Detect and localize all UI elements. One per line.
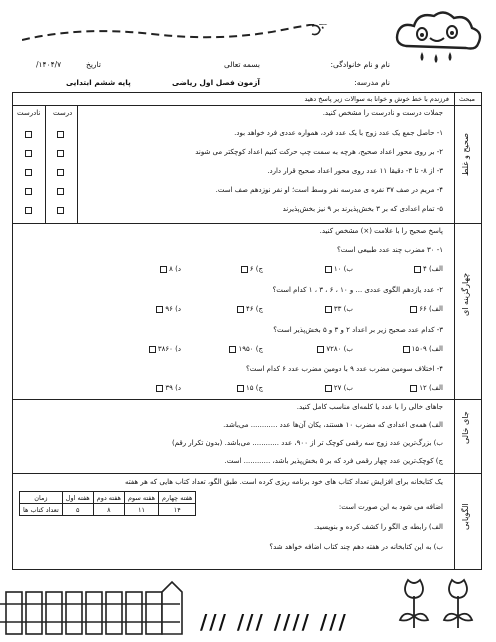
- tf-4-wrong-checkbox[interactable]: [25, 188, 32, 195]
- mc-question-3: ۳- کدام عدد صحیح زیر بر اعداد ۲ و ۳ و ۵ بخش‌پذیر است؟: [273, 326, 443, 334]
- tf-2-wrong-checkbox[interactable]: [25, 150, 32, 157]
- tf-item-5: ۵- تمام اعدادی که بر ۳ بخش‌پذیرند بر ۹ نیز بخش‌پذیرند: [282, 205, 443, 213]
- flower-icon: [400, 580, 472, 628]
- mc-1-option-c[interactable]: ج) ۶: [241, 265, 263, 273]
- school-label: نام مدرسه:: [354, 78, 390, 87]
- instructions-text: فرزندم با خط خوش و خوانا به سوالات زیر پاسخ دهید: [304, 95, 449, 103]
- tf-1-correct-checkbox[interactable]: [57, 131, 64, 138]
- books-cell: هفته سوم: [124, 492, 158, 504]
- tf-4-correct-checkbox[interactable]: [57, 188, 64, 195]
- cloud-face-icon: [392, 8, 484, 72]
- student-name-label: نام و نام خانوادگی:: [330, 60, 390, 69]
- tf-5-wrong-checkbox[interactable]: [25, 207, 32, 214]
- pattern-question-b: ب) به این کتابخانه در هفته دهم چند کتاب اضافه خواهد شد؟: [269, 543, 443, 551]
- tf-1-wrong-checkbox[interactable]: [25, 131, 32, 138]
- tf-3-wrong-checkbox[interactable]: [25, 169, 32, 176]
- books-cell: هفته اول: [62, 492, 93, 504]
- topic-header: مبحث: [458, 95, 475, 103]
- mc-question-4: ۴- اختلاف سومین مضرب عدد ۹ با دومین مضرب عدد ۶ کدام است؟: [246, 365, 443, 373]
- mc-1-option-a[interactable]: الف) ۴: [414, 265, 443, 273]
- books-cell: ۵: [62, 504, 93, 516]
- tf-col-wrong: نادرست: [17, 109, 41, 117]
- mc-question-1: ۱- ۳۰ مضرب چند عدد طبیعی است؟: [337, 246, 443, 254]
- books-cell: ۱۴: [159, 504, 196, 516]
- mc-3-option-c[interactable]: ج) ۱۹۵۰: [229, 345, 263, 353]
- mc-1-option-b[interactable]: ب) ۱۰: [325, 265, 353, 273]
- tf-5-correct-checkbox[interactable]: [57, 207, 64, 214]
- section-label-mc: چهارگزینه ای: [461, 273, 470, 317]
- tf-2-correct-checkbox[interactable]: [57, 150, 64, 157]
- tf-item-2: ۲- بر روی محور اعداد صحیح، هرچه به سمت چپ حرکت کنیم اعداد کوچکتر می شوند: [195, 148, 443, 156]
- tf-col-correct: درست: [53, 109, 73, 117]
- section-label-fill: جای خالی: [461, 411, 470, 444]
- bismillah-text: بسمه تعالی: [223, 60, 260, 69]
- books-cell: هفته چهارم: [159, 492, 196, 504]
- mc-3-option-a[interactable]: الف) ۱۵۰۹: [403, 345, 443, 353]
- pattern-intro-2: اضافه می شود به این صورت است:: [338, 503, 443, 511]
- mc-4-option-a[interactable]: الف) ۱۲: [410, 384, 443, 392]
- fill-title: جاهای خالی را با عدد یا کلمه‌ای مناسب کامل کنید.: [296, 403, 443, 411]
- exam-title: آزمون فصل اول ریاضی: [172, 78, 260, 87]
- mc-2-option-a[interactable]: الف) ۶۶: [410, 305, 443, 313]
- books-cell: ۸: [93, 504, 124, 516]
- mc-3-option-d[interactable]: د) ۳۸۶۰: [149, 345, 181, 353]
- mc-2-option-b[interactable]: ب) ۳۳: [325, 305, 353, 313]
- tf-item-1: ۱- حاصل جمع یک عدد زوج با یک عدد فرد، همواره عددی فرد خواهد بود.: [234, 129, 443, 137]
- tf-3-correct-checkbox[interactable]: [57, 169, 64, 176]
- date-value: ۱۴۰۴/۷/: [36, 60, 62, 69]
- exam-table: [12, 92, 482, 570]
- books-table: [19, 491, 196, 516]
- fill-item-a: الف) همه‌ی اعدادی که مضرب ۱۰ هستند، یکان آن‌ها عدد ............ می‌باشد.: [223, 421, 443, 429]
- fill-item-c: ج) کوچک‌ترین عدد چهار رقمی فرد که بر ۵ بخش‌پذیر باشد، ............ است.: [224, 457, 443, 465]
- mc-4-option-d[interactable]: د) ۳۹: [156, 384, 181, 392]
- mc-4-option-c[interactable]: ج) ۱۵: [237, 384, 263, 392]
- books-cell: هفته دوم: [93, 492, 124, 504]
- mc-3-option-b[interactable]: ب) ۷۲۸۰: [317, 345, 353, 353]
- grade-label: پایه ششم ابتدایی: [66, 78, 131, 87]
- mc-title: پاسخ صحیح را با علامت (×) مشخص کنید.: [319, 227, 443, 235]
- mc-1-option-d[interactable]: د) ۸: [160, 265, 181, 273]
- tf-title: جملات درست و نادرست را مشخص کنید.: [322, 109, 443, 117]
- section-label-tf: صحیح و غلط: [461, 133, 470, 176]
- pattern-question-a: الف) رابطه ی الگو را کشف کرده و بنویسید.: [313, 523, 443, 531]
- books-cell: ۱۱: [124, 504, 158, 516]
- pattern-intro-1: یک کتابخانه برای افزایش تعداد کتاب های خود برنامه ریزی کرده است. طبق الگو، تعداد کتاب هایی که هر هفته: [124, 478, 443, 486]
- date-label: تاریخ: [86, 60, 101, 69]
- tf-item-4: ۴- مریم در صف ۳۷ نفره ی مدرسه نفر وسط است؛ او نفر نوزدهم صف است.: [215, 186, 443, 194]
- books-table-row: [20, 492, 196, 504]
- fence-icon: [0, 582, 182, 634]
- fill-item-b: ب) بزرگ‌ترین عدد زوج سه رقمی کوچک تر از ۹۰۰، عدد ............ می‌باشد. (بدون تکرار رقم): [171, 439, 443, 447]
- mc-4-option-b[interactable]: ب) ۲۷: [325, 384, 353, 392]
- tf-item-3: ۳- از ۸- تا ۳- دقیقا ۱۱ عدد روی محور اعداد صحیح قرار دارد.: [267, 167, 443, 175]
- section-label-pattern: الگویابی: [461, 503, 470, 530]
- books-table-row: [20, 504, 196, 516]
- mc-2-option-d[interactable]: د) ۹۶: [156, 305, 181, 313]
- mc-question-2: ۲- عدد یازدهم الگوی عددی ... و ۱۰ ، ۶ ، ۳ ، ۱ کدام است؟: [272, 286, 443, 294]
- books-cell: زمان: [20, 492, 63, 504]
- dashed-border-decoration: [22, 24, 402, 44]
- tally-marks: /// /// //// ///: [200, 610, 348, 634]
- mc-2-option-c[interactable]: ج) ۴۶: [237, 305, 263, 313]
- books-cell: تعداد کتاب ها: [20, 504, 63, 516]
